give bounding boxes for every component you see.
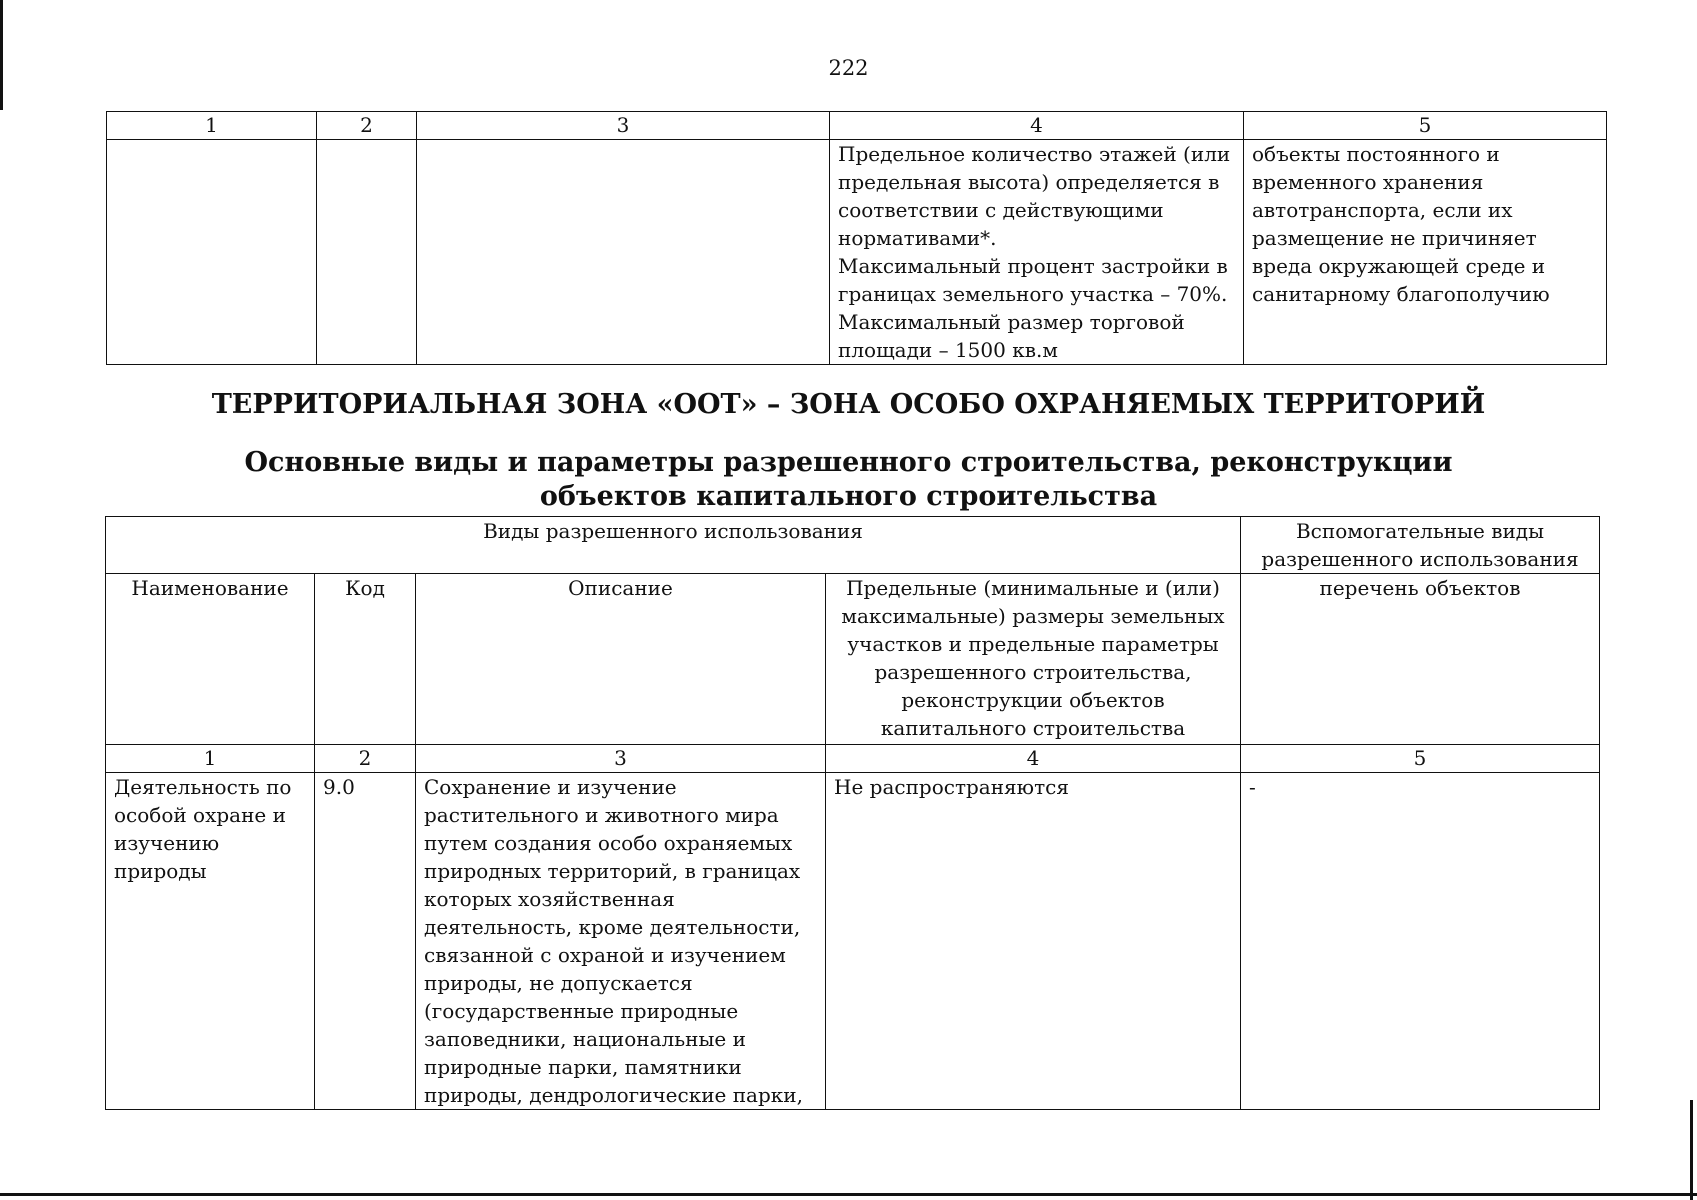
- section-title: [0, 446, 1697, 514]
- column-number: 2: [315, 745, 416, 773]
- column-number: 3: [416, 745, 826, 773]
- left-scan-edge: [0, 0, 3, 110]
- group-header-right: Вспомогательные виды разрешенного использования: [1241, 517, 1600, 574]
- column-number: 4: [830, 112, 1244, 140]
- table-row: [106, 773, 1600, 1110]
- description-cell: [417, 140, 830, 365]
- main-table: [105, 516, 1600, 1110]
- header-description: Описание: [416, 574, 826, 745]
- name-cell: Деятельность по особой охране и изучению природы: [106, 773, 315, 1110]
- column-number-row: [106, 745, 1600, 773]
- column-number: 5: [1241, 745, 1600, 773]
- column-header-row: [106, 574, 1600, 745]
- column-number: 2: [317, 112, 417, 140]
- bottom-scan-edge: [0, 1193, 1697, 1196]
- column-number: 1: [107, 112, 317, 140]
- column-number: 4: [826, 745, 1241, 773]
- parameters-cell: Не распространяются: [826, 773, 1241, 1110]
- table-row: [107, 140, 1607, 365]
- auxiliary-cell: -: [1241, 773, 1600, 1110]
- column-number: 1: [106, 745, 315, 773]
- group-header-row: [106, 517, 1600, 574]
- group-header-left: Виды разрешенного использования: [106, 517, 1241, 574]
- zone-title: ТЕРРИТОРИАЛЬНАЯ ЗОНА «ООТ» – ЗОНА ОСОБО ОХРАНЯЕМЫХ ТЕРРИТОРИЙ: [211, 389, 1486, 420]
- name-cell: [107, 140, 317, 365]
- header-code: Код: [315, 574, 416, 745]
- parameters-cell: Предельное количество этажей (или предельная высота) определяется в соответствии с действующими нормативами*. Максимальный процент застройки в границах земельного участка – 70%. Максимальный размер торговой площади – 1500 кв.м: [830, 140, 1244, 365]
- right-scan-edge: [1690, 1100, 1693, 1200]
- code-cell: [317, 140, 417, 365]
- page-number: 222: [828, 56, 869, 80]
- header-auxiliary: перечень объектов: [1241, 574, 1600, 745]
- column-number: 3: [417, 112, 830, 140]
- column-number: 5: [1244, 112, 1607, 140]
- column-number-row: [107, 112, 1607, 140]
- auxiliary-cell: объекты постоянного и временного хранения автотранспорта, если их размещение не причиняет вреда окружающей среде и санитарному благополучию: [1244, 140, 1607, 365]
- continuation-table: [106, 111, 1607, 365]
- code-cell: 9.0: [315, 773, 416, 1110]
- section-title-text: Основные виды и параметры разрешенного строительства, реконструкции объектов капитального строительства: [244, 447, 1453, 512]
- header-parameters: Предельные (минимальные и (или) максимальные) размеры земельных участков и предельные параметры разрешенного строительства, реконструкции объектов капитального строительства: [826, 574, 1241, 745]
- description-cell: Сохранение и изучение растительного и животного мира путем создания особо охраняемых природных территорий, в границах которых хозяйственная деятельность, кроме деятельности, связанной с охраной и изучением природы, не допускается (государственные природные заповедники, национальные и природные парки, памятники природы, дендрологические парки,: [416, 773, 826, 1110]
- header-name: Наименование: [106, 574, 315, 745]
